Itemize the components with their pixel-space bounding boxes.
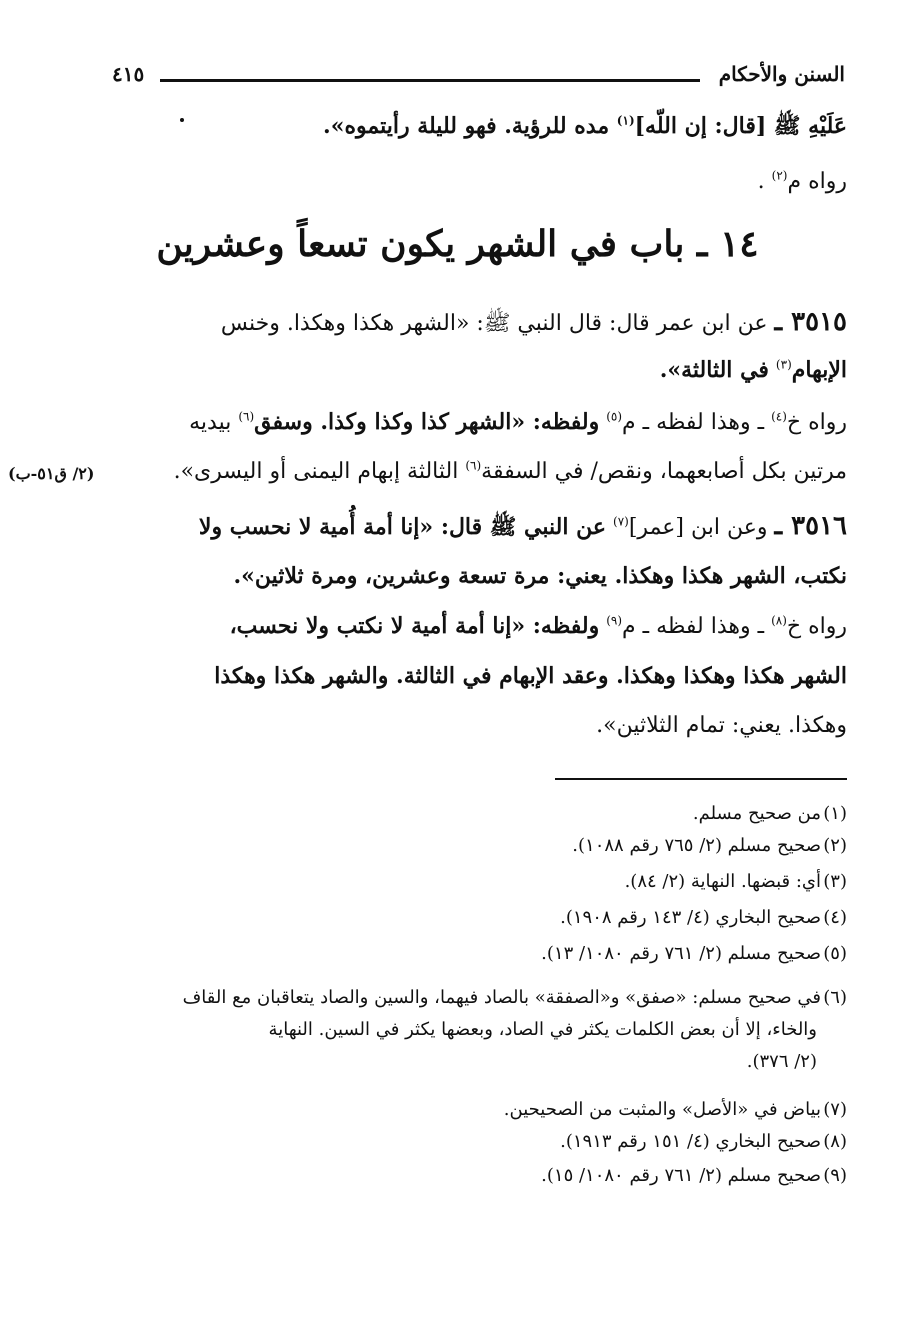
footnote-number: (٨): [823, 1131, 847, 1152]
continued-text: عَلَيْهِ ﷺ [قال: إن اللّه]: [634, 113, 847, 139]
running-header-title: السنن والأحكام: [718, 62, 845, 86]
hadith-3515-line-3: [112, 402, 847, 443]
hadith-text: الإبهام: [791, 357, 847, 383]
footnote-number: (٩): [823, 1165, 847, 1186]
chapter-heading: ١٤ ـ باب في الشهر يكون تسعاً وعشرين: [156, 223, 759, 265]
hadith-text: رواه خ: [786, 410, 847, 435]
footnote-text: في صحيح مسلم: «صفق» و«الصفقة» بالصاد فيهما، والسين والصاد يتعاقبان مع القاف: [182, 987, 821, 1008]
hadith-3516-line-5: وهكذا. يعني: تمام الثلاثين».: [596, 713, 847, 738]
footnote-number: (١): [823, 803, 847, 824]
footnote-line: [110, 830, 847, 862]
footnote-ref: (٢): [771, 168, 788, 183]
hadith-number: ٣٥١٥ ـ: [774, 307, 847, 337]
hadith-text: بيديه: [189, 410, 232, 435]
footnote-ref: (٣): [775, 357, 792, 372]
hadith-text: ولفظه: «الشهر كذا وكذا وكذا. وسفق: [254, 409, 600, 435]
footnote-line: [110, 866, 847, 898]
footnote-line: [110, 1014, 847, 1046]
hadith-text: وعن ابن [عمر]: [628, 515, 768, 540]
hadith-text: رواه خ: [786, 614, 847, 639]
hadith-text: مرتين بكل أصابعهما، ونقص/ في السفقة: [481, 459, 847, 484]
footnote-text: أي: قبضها. النهاية (٢/ ٨٤).: [624, 871, 821, 892]
hadith-3516-line-4: الشهر هكذا وهكذا وهكذا. وعقد الإبهام في الثالثة. والشهر هكذا وهكذا: [214, 663, 847, 689]
footnote-line: [110, 1160, 847, 1192]
footnote-number: (٢): [823, 835, 847, 856]
footnote-ref: (٤): [771, 409, 787, 424]
hadith-text: الثالثة إبهام اليمنى أو اليسرى».: [173, 459, 459, 484]
footnote-number: (٤): [823, 907, 847, 928]
footnote-number: (٥): [823, 943, 847, 964]
hadith-text: ـ وهذا لفظه ـ م: [622, 614, 765, 639]
footnote-ref: (٩): [606, 613, 623, 628]
footnote-line: [110, 938, 847, 970]
footnote-number: (٧): [823, 1099, 847, 1120]
hadith-text: في الثالثة».: [659, 357, 769, 383]
hadith-text: ولفظه: «إنا أمة أمية لا نكتب ولا نحسب،: [229, 613, 600, 639]
footnote-text: (٢/ ٣٧٦).: [746, 1051, 817, 1072]
footnote-text: صحيح البخاري (٤/ ١٥١ رقم ١٩١٣).: [560, 1131, 821, 1152]
footnote-text: صحيح مسلم (٢/ ٧٦١ رقم ١٠٨٠/ ١٥).: [541, 1165, 821, 1186]
footnote-text: والخاء، إلا أن بعض الكلمات يكثر في الصاد، وبعضها يكثر في السين. النهاية: [268, 1019, 817, 1040]
footnote-ref: (٦): [238, 409, 255, 424]
footnote-text: صحيح مسلم (٢/ ٧٦١ رقم ١٠٨٠/ ١٣).: [541, 943, 821, 964]
footnote-separator: [555, 778, 847, 780]
narration-tail: .: [757, 169, 765, 194]
hadith-3516-line-1: [112, 506, 847, 548]
hadith-3516-line-3: [112, 606, 847, 647]
page-number: ٤١٥: [112, 62, 145, 86]
hadith-3515-line-2: [112, 350, 847, 391]
footnote-text: صحيح البخاري (٤/ ١٤٣ رقم ١٩٠٨).: [560, 907, 821, 928]
footnote-line: [110, 902, 847, 934]
header-rule: [160, 79, 700, 82]
hadith-number: ٣٥١٦ ـ: [774, 511, 847, 541]
hadith-text: ـ وهذا لفظه ـ م: [622, 410, 765, 435]
hadith-text: عن النبي ﷺ قال: «إنا أمة أُمية لا نحسب ولا: [198, 514, 607, 540]
hadith-text: عن ابن عمر قال: قال النبي ﷺ: «الشهر هكذا وهكذا. وخنس: [220, 311, 768, 336]
footnote-ref: (٧): [613, 514, 629, 529]
footnote-text: صحيح مسلم (٢/ ٧٦٥ رقم ١٠٨٨).: [572, 835, 821, 856]
footnote-ref: (١): [616, 113, 635, 128]
manuscript-margin-note: (٢/ ق٥١-ب): [8, 464, 95, 483]
footnote-number: (٦): [823, 987, 847, 1008]
footnote-text: من صحيح مسلم.: [692, 803, 821, 824]
footnote-text: بياض في «الأصل» والمثبت من الصحيحين.: [503, 1099, 821, 1120]
footnote-line: [110, 798, 847, 830]
hadith-3515-line-4: [112, 452, 847, 492]
footnote-ref: (٨): [771, 613, 787, 628]
footnote-number: (٣): [823, 871, 847, 892]
footnote-line: [110, 1046, 847, 1078]
footnote-ref: (٥): [606, 409, 623, 424]
hadith-3516-line-2: نكتب، الشهر هكذا وهكذا. يعني: مرة تسعة وعشرين، ومرة ثلاثين».: [233, 563, 847, 589]
footnote-line: [110, 982, 847, 1014]
continued-hadith-line: [112, 106, 847, 146]
continued-text-tail: مده للرؤية. فهو لليلة رأيتموه».: [323, 113, 610, 139]
footnote-line: [110, 1126, 847, 1158]
footnote-ref: (٦): [465, 458, 482, 473]
hadith-3515-line-1: [112, 302, 847, 344]
narration-text: رواه م: [787, 169, 847, 194]
footnote-line: [110, 1094, 847, 1126]
narration-line: [112, 162, 847, 202]
